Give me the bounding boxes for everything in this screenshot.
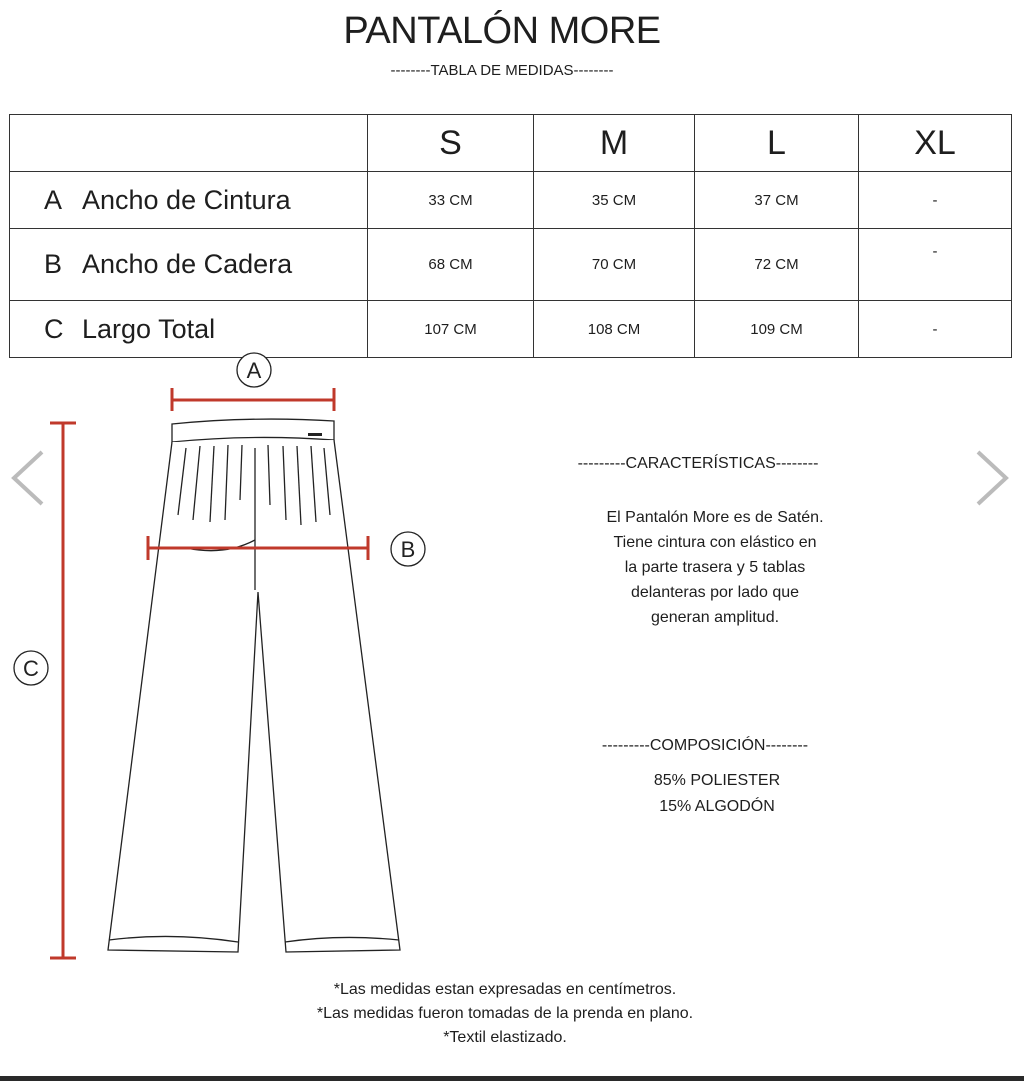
chevron-right-icon	[974, 448, 1014, 508]
page-title: PANTALÓN MORE	[343, 10, 661, 52]
table-cell: -	[859, 229, 1012, 301]
measure-line-a	[172, 388, 334, 411]
size-header: M	[534, 115, 695, 172]
features-line: delanteras por lado que	[630, 584, 800, 601]
features-line: El Pantalón More es de Satén.	[606, 509, 824, 526]
table-cell: 37 CM	[695, 172, 859, 229]
row-name: Ancho de Cintura	[82, 184, 291, 215]
measure-line-c	[50, 423, 76, 958]
row-letter: B	[44, 249, 63, 279]
row-name: Ancho de Cadera	[82, 249, 293, 279]
composition-list	[567, 768, 867, 820]
pants-illustration	[108, 419, 400, 952]
marker-b	[391, 532, 425, 566]
footnote: *Textil elastizado.	[443, 1029, 567, 1046]
size-header: XL	[859, 115, 1012, 172]
bottom-bar	[0, 1076, 1024, 1081]
table-header-empty	[10, 115, 368, 172]
footnote: *Las medidas estan expresadas en centímetros.	[333, 981, 677, 998]
composition-title: ---------COMPOSICIÓN--------	[601, 737, 809, 754]
size-header: S	[368, 115, 534, 172]
marker-c-label: C	[23, 656, 39, 681]
table-cell: 35 CM	[534, 172, 695, 229]
table-cell: 68 CM	[368, 229, 534, 301]
marker-b-label: B	[400, 537, 416, 562]
composition-line: 15% ALGODÓN	[659, 798, 775, 815]
page-subtitle: --------TABLA DE MEDIDAS--------	[390, 62, 614, 79]
size-chart-table	[9, 114, 1012, 358]
table-cell: 107 CM	[368, 301, 534, 358]
table-cell: 109 CM	[695, 301, 859, 358]
table-cell: 108 CM	[534, 301, 695, 358]
marker-c	[14, 651, 48, 685]
size-header: L	[695, 115, 859, 172]
features-description	[555, 505, 875, 630]
row-name: Largo Total	[82, 313, 216, 344]
chevron-left-icon	[6, 448, 46, 508]
row-label	[10, 172, 368, 229]
table-header-row	[10, 115, 1012, 172]
features-title: ---------CARACTERÍSTICAS--------	[577, 455, 819, 472]
marker-a-label: A	[246, 358, 262, 383]
table-cell: 70 CM	[534, 229, 695, 301]
row-letter: A	[44, 184, 63, 215]
footnote: *Las medidas fueron tomadas de la prenda en plano.	[316, 1005, 694, 1022]
features-line: generan amplitud.	[650, 609, 780, 626]
table-row	[10, 172, 1012, 229]
table-cell: -	[859, 172, 1012, 229]
table-row	[10, 301, 1012, 358]
row-label	[10, 301, 368, 358]
marker-a	[237, 353, 271, 387]
next-image-button[interactable]	[974, 448, 1014, 508]
composition-line: 85% POLIESTER	[653, 772, 781, 789]
table-cell: -	[859, 301, 1012, 358]
features-line: Tiene cintura con elástico en	[613, 534, 817, 551]
table-cell: 72 CM	[695, 229, 859, 301]
table-row	[10, 229, 1012, 301]
footnotes	[0, 978, 1010, 1050]
pants-diagram	[0, 350, 520, 970]
row-letter: C	[44, 313, 64, 344]
table-cell: 33 CM	[368, 172, 534, 229]
row-label	[10, 229, 368, 301]
prev-image-button[interactable]	[6, 448, 46, 508]
features-line: la parte trasera y 5 tablas	[624, 559, 806, 576]
